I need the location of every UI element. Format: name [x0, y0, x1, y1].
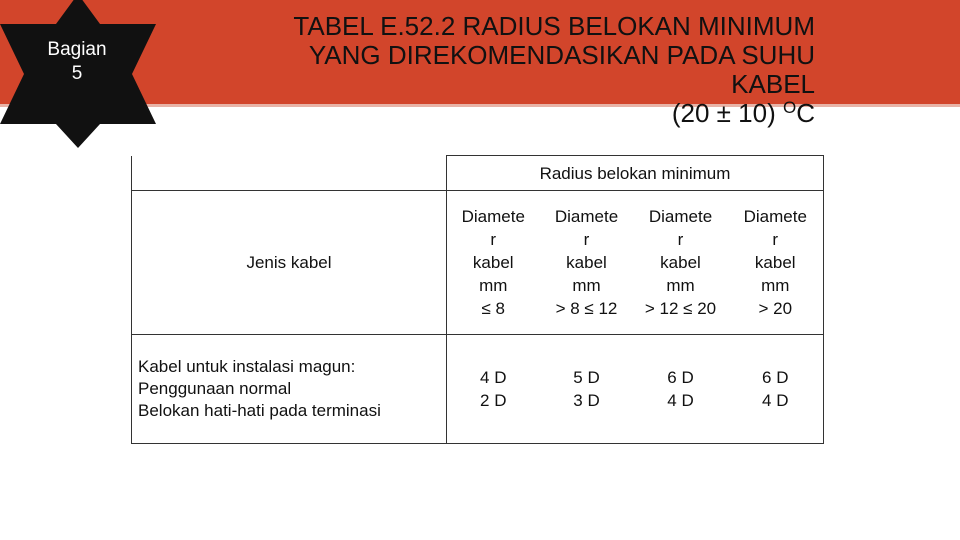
title-line-3: KABEL: [731, 69, 815, 99]
section-badge: [0, 0, 156, 148]
cell-1-normal: 4 D: [480, 368, 507, 387]
column-header-4-l3: kabel: [754, 253, 796, 272]
group-header: Radius belokan minimum: [447, 156, 824, 191]
row-label-line-3: Belokan hati-hati pada terminasi: [138, 401, 381, 420]
column-header-4-l1: Diamete: [743, 207, 807, 226]
title-line-4-main: (20 ± 10): [671, 98, 783, 128]
column-header-4: [728, 191, 824, 335]
title-line-1: TABEL E.52.2 RADIUS BELOKAN MINIMUM: [293, 11, 815, 41]
title-line-2: YANG DIREKOMENDASIKAN PADA SUHU: [308, 40, 815, 70]
row-label-line-2: Penggunaan normal: [138, 379, 292, 398]
title-line-4-unit: C: [796, 98, 815, 128]
cell-2-normal: 5 D: [573, 368, 600, 387]
row-label: [132, 335, 447, 444]
column-header-1-l1: Diamete: [461, 207, 525, 226]
cell-4-normal: 6 D: [762, 368, 789, 387]
table-column-header-row: [132, 191, 824, 335]
table-cell-2: [540, 335, 634, 444]
bend-radius-table: [131, 155, 824, 444]
column-header-1-l5: ≤ 8: [481, 299, 505, 318]
column-header-4-l4: mm: [761, 276, 790, 295]
badge-label: [22, 38, 132, 86]
cell-1-terminasi: 2 D: [480, 391, 507, 410]
column-header-2: [540, 191, 634, 335]
table-header-row: [132, 156, 824, 191]
table-cell-3: [634, 335, 728, 444]
column-header-2-l4: mm: [572, 276, 601, 295]
table-cell-1: [447, 335, 540, 444]
table-row: [132, 335, 824, 444]
cell-2-terminasi: 3 D: [573, 391, 600, 410]
row-header-jenis-kabel: Jenis kabel: [132, 191, 447, 335]
column-header-1: [447, 191, 540, 335]
column-header-1-l4: mm: [479, 276, 508, 295]
column-header-2-l2: r: [583, 230, 590, 249]
column-header-3-l4: mm: [666, 276, 695, 295]
column-header-1-l3: kabel: [472, 253, 514, 272]
cell-4-terminasi: 4 D: [762, 391, 789, 410]
title-line-4: [180, 99, 815, 128]
column-header-2-l1: Diamete: [554, 207, 619, 226]
page-title: [180, 12, 815, 128]
title-degree-sup: O: [782, 98, 797, 117]
column-header-3-l2: r: [677, 230, 684, 249]
cell-3-terminasi: 4 D: [667, 391, 694, 410]
column-header-3: [634, 191, 728, 335]
column-header-3-l1: Diamete: [648, 207, 713, 226]
column-header-2-l3: kabel: [566, 253, 607, 272]
column-header-2-l5: > 8 ≤ 12: [555, 299, 618, 318]
badge-line-2: 5: [71, 63, 83, 84]
row-label-line-1: Kabel untuk instalasi magun:: [138, 357, 356, 376]
badge-line-1: Bagian: [47, 39, 107, 60]
cell-3-normal: 6 D: [667, 368, 694, 387]
column-header-4-l2: r: [772, 230, 779, 249]
column-header-1-l2: r: [490, 230, 497, 249]
column-header-3-l3: kabel: [660, 253, 701, 272]
column-header-4-l5: > 20: [758, 299, 793, 318]
column-header-3-l5: > 12 ≤ 20: [644, 299, 717, 318]
table-cell-4: [728, 335, 824, 444]
table-corner-cell: [132, 156, 447, 191]
